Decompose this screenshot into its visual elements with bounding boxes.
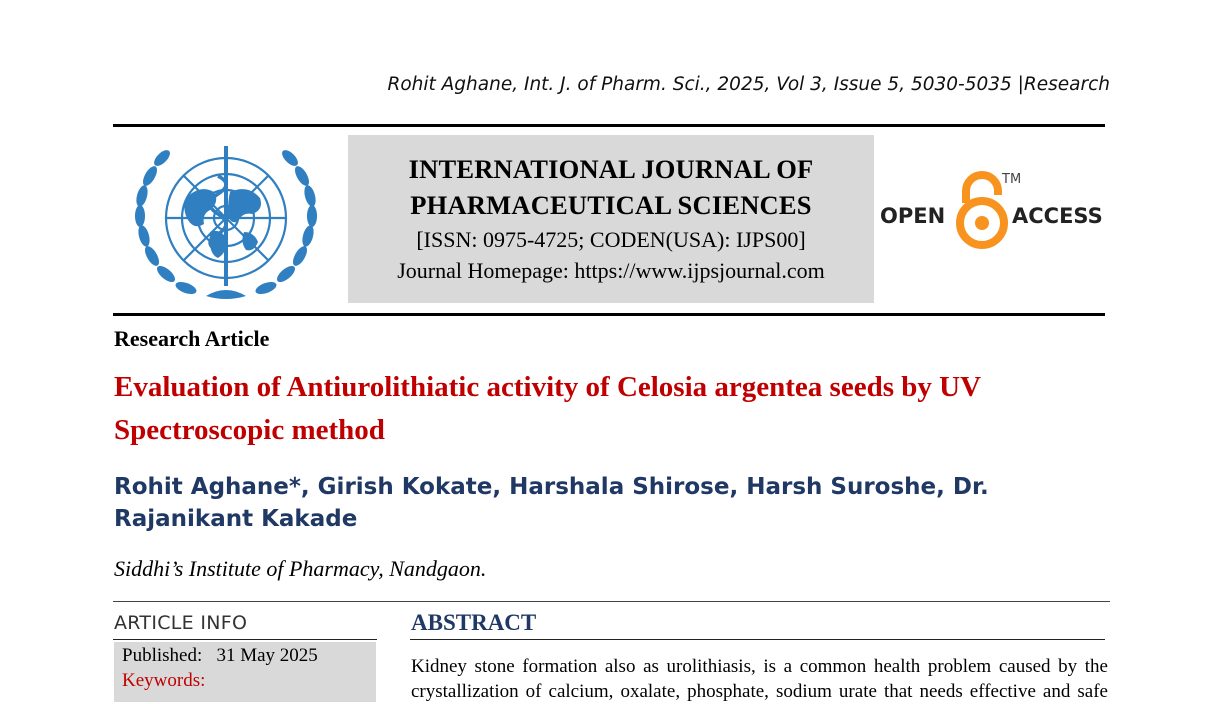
open-access-word1: OPEN bbox=[880, 204, 946, 228]
abstract-heading: ABSTRACT bbox=[411, 610, 537, 635]
abstract-text: Kidney stone formation also as urolithiasis, is a common health problem caused by the crystallization of calcium, oxalate, phosphate, sodium urate that needs effective and safe bbox=[411, 656, 1108, 702]
journal-issn: [ISSN: 0975-4725; CODEN(USA): IJPS00] bbox=[416, 227, 806, 252]
journal-homepage: Journal Homepage: https://www.ijpsjournal.com bbox=[397, 258, 825, 283]
journal-emblem-logo bbox=[126, 136, 326, 306]
open-access-logo bbox=[880, 165, 1106, 253]
article-info-heading: ARTICLE INFO bbox=[114, 612, 248, 634]
section-divider bbox=[113, 601, 1110, 602]
article-title: Evaluation of Antiurolithiatic activity of Celosia argentea seeds by UV Spectroscopic method bbox=[114, 371, 981, 446]
author-affiliation: Siddhi’s Institute of Pharmacy, Nandgaon. bbox=[114, 556, 487, 581]
article-info-rule bbox=[113, 639, 377, 640]
abstract-rule bbox=[410, 639, 1105, 640]
article-type-label: Research Article bbox=[114, 326, 270, 351]
open-access-word2: ACCESS bbox=[1012, 204, 1103, 228]
journal-title-line1: INTERNATIONAL JOURNAL OF bbox=[408, 154, 814, 184]
keywords-label: Keywords: bbox=[122, 670, 206, 691]
journal-title-line2: PHARMACEUTICAL SCIENCES bbox=[410, 190, 812, 220]
journal-title-banner bbox=[348, 135, 874, 303]
published-date: 31 May 2025 bbox=[216, 645, 318, 666]
open-access-tm: TM bbox=[1002, 172, 1022, 187]
header-top-rule bbox=[113, 124, 1105, 127]
published-label: Published: bbox=[122, 645, 203, 666]
running-header-citation: Rohit Aghane, Int. J. of Pharm. Sci., 2025, Vol 3, Issue 5, 5030-5035 |Research bbox=[387, 74, 1110, 95]
header-bottom-rule bbox=[113, 313, 1105, 316]
published-row bbox=[122, 645, 318, 667]
article-authors: Rohit Aghane*, Girish Kokate, Harshala Shirose, Harsh Suroshe, Dr. Rajanikant Kakade bbox=[114, 474, 989, 532]
